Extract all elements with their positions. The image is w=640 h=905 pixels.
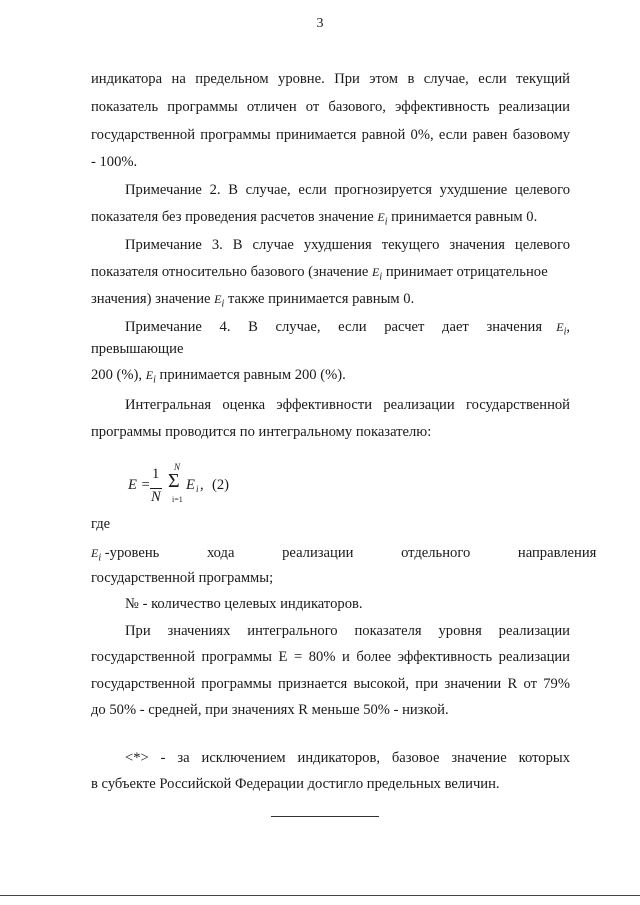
paragraph-line: индикатора на предельном уровне. При этом в случае, если текущий bbox=[91, 71, 570, 87]
definition-text: уровень хода реализации отдельного направления bbox=[109, 545, 597, 561]
formula-number: (2) bbox=[212, 477, 230, 493]
note3-text: принимает отрицательное bbox=[385, 264, 548, 280]
note4-line: превышающие bbox=[91, 341, 184, 357]
formula-term: E bbox=[186, 477, 195, 493]
formula-comma: , bbox=[200, 477, 204, 493]
note4-text: Примечание 4. В случае, если расчет дает значения bbox=[125, 319, 543, 335]
evaluation-line: При значениях интегрального показателя уровня реализации bbox=[125, 623, 570, 639]
evaluation-line: государственной программы E = 80% и более эффективность реализации bbox=[91, 649, 570, 665]
sigma-symbol: Σ bbox=[168, 470, 180, 492]
note4-text: принимается равным 200 (%). bbox=[159, 367, 346, 383]
note3-text: показателя относительно базового (значение bbox=[91, 264, 369, 280]
note3-line bbox=[91, 291, 570, 309]
formula-denominator: N bbox=[151, 489, 161, 505]
symbol-e-i: $E_i$ bbox=[556, 320, 567, 338]
note4-text: 200 (%), bbox=[91, 367, 143, 383]
formula-lhs: E = bbox=[128, 477, 151, 493]
footnote-line: в субъекте Российской Федерации достигло предельных величин. bbox=[91, 776, 500, 792]
integral-line: программы проводится по интегральному показателю: bbox=[91, 424, 432, 440]
integral-line: Интегральная оценка эффективности реализации государственной bbox=[125, 397, 570, 413]
note3-text: значения) значение bbox=[91, 291, 211, 307]
paragraph-line: - 100%. bbox=[91, 154, 138, 170]
note3-line bbox=[91, 264, 570, 282]
definition-line: государственной программы; bbox=[91, 570, 274, 586]
note3-text: также принимается равным 0. bbox=[227, 291, 415, 307]
definition-symbol: $E_i$ - bbox=[91, 545, 110, 564]
note4-end: $E_i$, bbox=[556, 319, 570, 338]
definition-n: № - количество целевых индикаторов. bbox=[125, 596, 363, 612]
note4-line bbox=[91, 367, 570, 385]
note4-line bbox=[125, 319, 570, 337]
paragraph-line: показатель программы отличен от базового, эффективность реализации bbox=[91, 99, 570, 115]
note2-line: Примечание 2. В случае, если прогнозируется ухудшение целевого bbox=[125, 182, 570, 198]
formula-numerator: 1 bbox=[152, 466, 160, 482]
symbol-e-i: $E_i$ bbox=[145, 368, 156, 386]
note2-text: показателя без проведения расчетов значение bbox=[91, 209, 374, 225]
formula-term-sub: i bbox=[196, 484, 199, 494]
sum-upper: N bbox=[174, 462, 181, 472]
footnote-line: <*> - за исключением индикаторов, базовое значение которых bbox=[125, 750, 570, 766]
symbol-e-i: $E_i$ bbox=[372, 265, 383, 283]
symbol-e-i: $E_i$ bbox=[377, 210, 388, 228]
paragraph-line: государственной программы принимается равной 0%, если равен базовому bbox=[91, 127, 570, 143]
note3-line: Примечание 3. В случае ухудшения текущего значения целевого bbox=[125, 237, 570, 253]
note2-line bbox=[91, 209, 570, 227]
note2-text: принимается равным 0. bbox=[391, 209, 538, 225]
evaluation-line: государственной программы признается высокой, при значении R от 79% bbox=[91, 676, 570, 692]
footnote-divider bbox=[271, 816, 379, 817]
symbol-e-i: $E_i$ bbox=[214, 292, 225, 310]
page-bottom-divider bbox=[0, 895, 640, 896]
formula-2 bbox=[128, 464, 268, 514]
page-number: 3 bbox=[316, 16, 324, 31]
where-label: где bbox=[91, 516, 111, 532]
evaluation-line: до 50% - средней, при значениях R меньше 50% - низкой. bbox=[91, 702, 449, 718]
sum-lower: i=1 bbox=[172, 495, 183, 504]
definition-ei bbox=[91, 545, 597, 564]
